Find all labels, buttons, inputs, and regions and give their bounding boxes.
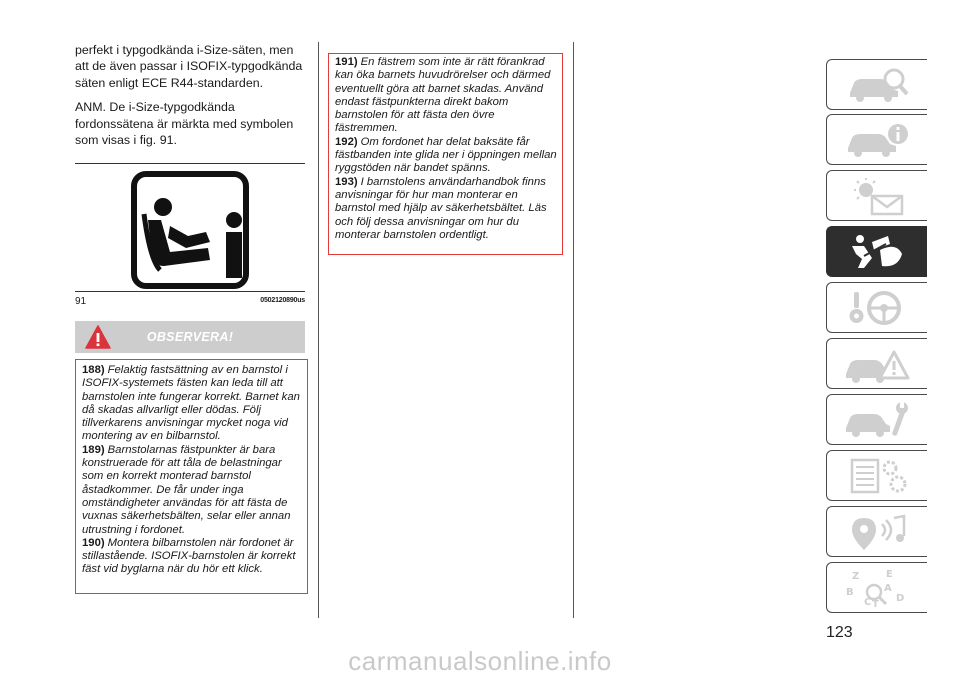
note-number: 189) [82,443,105,456]
note-number: 192) [335,135,358,148]
page-number: 123 [826,624,853,641]
chapter-tab-emergency[interactable] [826,338,927,389]
index-letter: D [896,592,905,604]
car-wrench-icon [842,400,912,440]
warning-note [335,176,557,242]
figure-top-rule [75,163,305,164]
watermark: carmanualsonline.info [348,646,612,676]
paragraph: ANM. De i-Size-typgodkända fordonssätena är märkta med symbolen som visas i fig. 91. [75,100,294,148]
note-number: 190) [82,536,105,549]
seat-airbag-icon [842,232,912,272]
warning-note [335,56,557,136]
chapter-tab-warning-lights[interactable] [826,170,927,221]
warning-header [75,321,305,353]
index-letter: A [884,582,892,594]
figure-code: 0502120890us [260,297,305,304]
column-divider [573,42,574,618]
figure-caption [75,296,305,310]
isize-symbol-icon [130,170,250,290]
warning-note [82,444,301,537]
alphabet-index-icon [842,568,912,608]
document-gears-icon [842,456,912,496]
figure-bottom-rule [75,291,305,292]
note-text: Montera bilbarnstolen när fordonet är stillastående. ISOFIX-barnstolen är korrekt fäst vid byglarna när du hör ett klick. [82,536,296,576]
chapter-tab-multimedia[interactable] [826,506,927,557]
note-text: En fästrem som inte är rätt förankrad kan öka barnets huvudrörelser och därmed eventuellt göra att barnet skadas. Använd endast fästpunkterna direkt bakom barnstolen för att fästa den övre fästremmen. [335,56,551,135]
note-number: 191) [335,56,358,68]
index-letter: E [886,568,893,580]
chapter-tab-index[interactable] [826,562,927,613]
index-letter: T [872,598,879,608]
chapter-tab-car-info[interactable] [826,114,927,165]
column-divider [318,42,319,618]
chapter-tab-starting-driving[interactable] [826,282,927,333]
chapter-tab-maintenance[interactable] [826,394,927,445]
warning-light-envelope-icon [842,176,912,216]
key-steering-wheel-icon [842,288,912,328]
index-letter: C [864,596,872,608]
car-warning-triangle-icon [842,344,912,384]
warning-triangle-icon [85,325,111,349]
warning-notes-left [75,359,308,594]
chapter-tab-car-magnifier[interactable] [826,59,927,110]
note-number: 188) [82,364,105,376]
note-text: Barnstolarnas fästpunkter är bara konstruerade för att tåla de belastningar som en korrekt monterad barnstol åstadkommer. De får under inga omständigheter användas för att fästa de vuxnas säkerhetsbälten, selar eller annan utrustning i fordonet. [82,443,291,536]
chapter-tab-safety[interactable] [826,226,927,277]
note-text: Om fordonet har delat baksäte får fästbanden inte glida ner i öppningen mellan ryggstöden när bandet spänns. [335,135,557,175]
index-letter: Z [852,570,860,582]
warning-title: OBSERVERA! [146,330,234,344]
chapter-tab-technical-data[interactable] [826,450,927,501]
note-text: Felaktig fastsättning av en barnstol i ISOFIX-systemets fästen kan leda till att barnstolen inte fungerar korrekt. Barnet kan då skadas allvarligt eller dödas. Följ tillverkarens anvisningar mycket noga vid montering av en bilbarnstol. [82,364,300,443]
warning-notes-right [328,53,563,255]
note-text: I barnstolens användarhandbok finns anvisningar för hur man monterar en barnstol med hjälp av säkerhetsbältet. Läs och följ dessa anvisningar om hur du monterar barnstolen ordentligt. [335,175,547,241]
car-magnifier-icon [842,65,912,105]
media-navigation-icon [842,512,912,552]
isize-symbol-figure [130,170,250,290]
warning-note [335,136,557,176]
paragraph: perfekt i typgodkända i-Size-säten, men att de även passar i ISOFIX-typgodkända säten enligt ECE R44-standarden. [75,43,303,90]
figure-number: 91 [75,296,87,307]
warning-note [82,364,301,444]
car-info-icon [842,120,912,160]
left-column [75,42,307,156]
note-number: 193) [335,175,358,188]
index-letter: B [846,586,854,598]
warning-note [82,537,301,577]
